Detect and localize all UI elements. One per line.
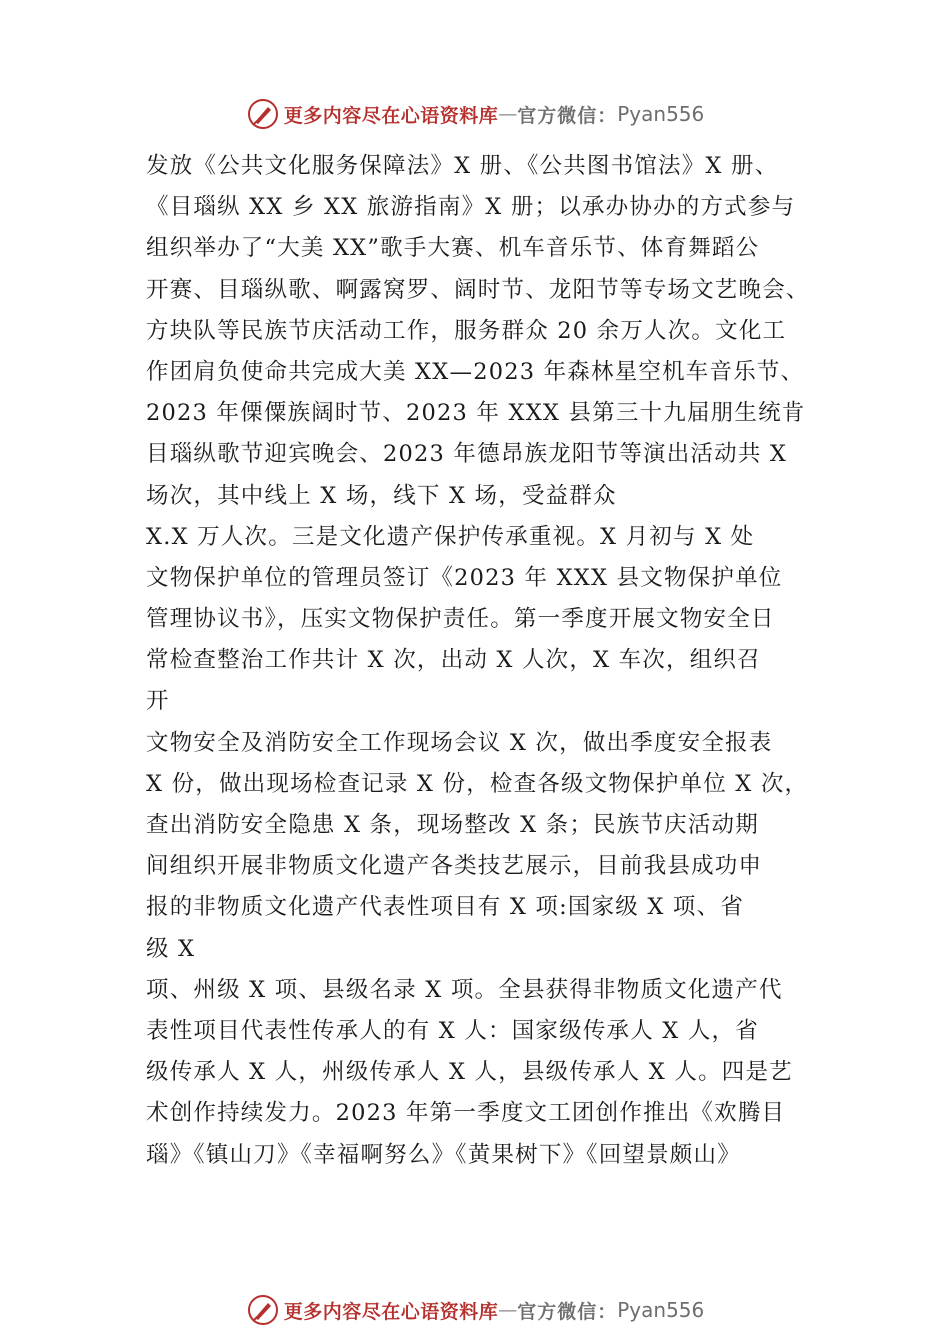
text-line: X 份，做出现场检查记录 X 份，检查各级文物保护单位 X 次， xyxy=(146,770,809,797)
text-line: 开 xyxy=(146,688,170,715)
text-line: 间组织开展非物质文化遗产各类技艺展示，目前我县成功申 xyxy=(146,853,763,880)
watermark-site: 更多内容尽在心语资料库 xyxy=(283,104,499,127)
watermark-label: 官方微信： xyxy=(517,104,618,127)
text-line: 目瑙纵歌节迎宾晚会、2023 年德昂族龙阳节等演出活动共 X xyxy=(146,441,788,468)
text-line: 级 X xyxy=(146,935,196,962)
text-line: 2023 年傈僳族阔时节、2023 年 XXX 县第三十九届朋生统肯 xyxy=(146,400,806,427)
watermark-label: 官方微信： xyxy=(517,1300,618,1323)
text-line: 文物安全及消防安全工作现场会议 X 次，做出季度安全报表 xyxy=(146,729,773,756)
watermark-id: Pyan556 xyxy=(617,1298,705,1322)
text-line: 《目瑙纵 XX 乡 XX 旅游指南》X 册；以承办协办的方式参与 xyxy=(146,194,796,221)
text-line: 常检查整治工作共计 X 次，出动 X 人次，X 车次，组织召 xyxy=(146,647,761,674)
text-line: 项、州级 X 项、县级名录 X 项。全县获得非物质文化遗产代 xyxy=(146,976,783,1003)
text-line: 场次，其中线上 X 场，线下 X 场，受益群众 xyxy=(146,482,617,509)
footer-watermark xyxy=(0,1290,950,1330)
text-line: 文物保护单位的管理员签订《2023 年 XXX 县文物保护单位 xyxy=(146,564,783,591)
text-line: 方块队等民族节庆活动工作，服务群众 20 余万人次。文化工 xyxy=(146,317,787,344)
header-watermark xyxy=(0,94,950,134)
text-line: 作团肩负使命共完成大美 XX—2023 年森林星空机车音乐节、 xyxy=(146,358,805,385)
text-line: 报的非物质文化遗产代表性项目有 X 项:国家级 X 项、省 xyxy=(146,894,745,921)
watermark-dash: — xyxy=(498,103,518,125)
text-line: 级传承人 X 人，州级传承人 X 人，县级传承人 X 人。四是艺 xyxy=(146,1059,793,1086)
text-line: X.X 万人次。三是文化遗产保护传承重视。X 月初与 X 处 xyxy=(146,523,755,550)
text-line: 查出消防安全隐患 X 条，现场整改 X 条；民族节庆活动期 xyxy=(146,812,759,838)
pen-logo-icon xyxy=(246,1293,280,1327)
body-text xyxy=(146,146,836,1176)
text-line: 管理协议书》，压实文物保护责任。第一季度开展文物安全日 xyxy=(146,606,775,633)
text-line: 瑙》《镇山刀》《幸福啊努么》《黄果树下》《回望景颇山》 xyxy=(146,1141,741,1168)
text-line: 发放《公共文化服务保障法》X 册、《公共图书馆法》X 册、 xyxy=(146,153,779,179)
pen-logo-icon xyxy=(246,97,280,131)
text-line: 开赛、目瑙纵歌、啊露窝罗、阔时节、龙阳节等专场文艺晚会、 xyxy=(146,276,810,303)
text-line: 组织举办了“大美 XX”歌手大赛、机车音乐节、体育舞蹈公 xyxy=(146,235,760,262)
text-line: 术创作持续发力。2023 年第一季度文工团创作推出《欢腾目 xyxy=(146,1100,786,1127)
watermark-dash: — xyxy=(498,1299,518,1321)
watermark-id: Pyan556 xyxy=(617,102,705,126)
text-line: 表性项目代表性传承人的有 X 人：国家级传承人 X 人，省 xyxy=(146,1017,759,1044)
watermark-site: 更多内容尽在心语资料库 xyxy=(283,1300,499,1323)
